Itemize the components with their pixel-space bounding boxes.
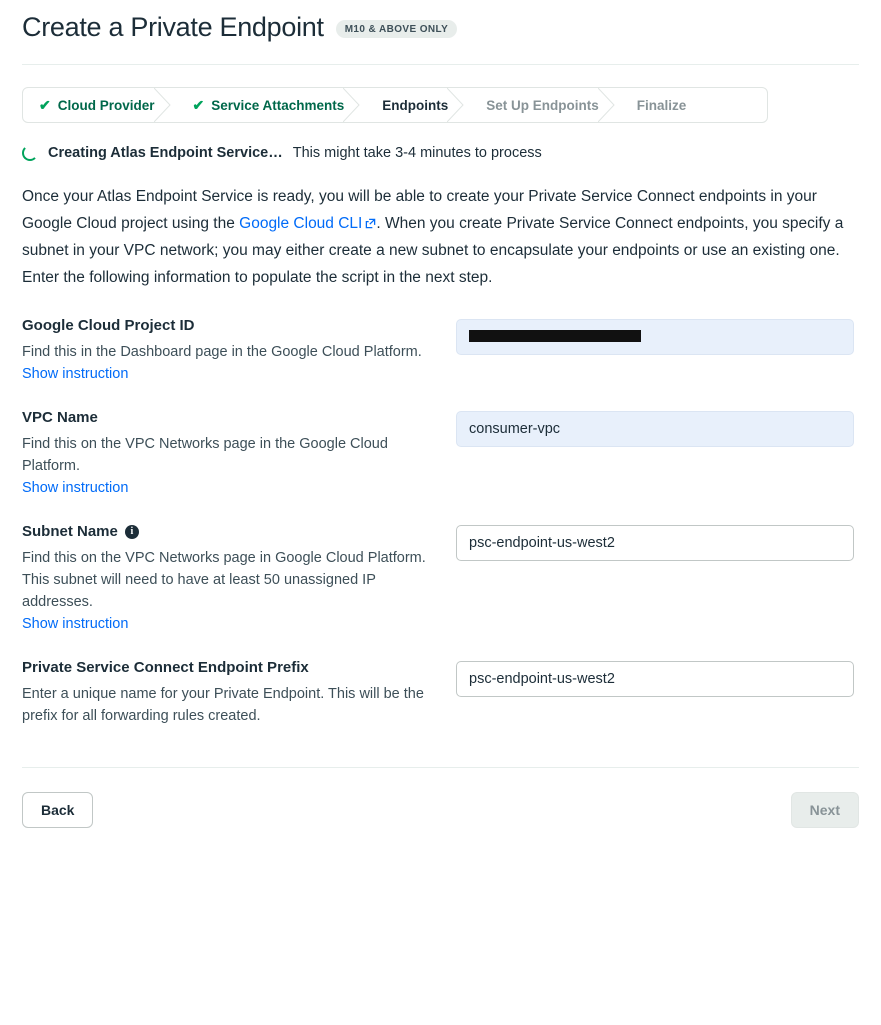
step-label: Set Up Endpoints: [486, 97, 599, 113]
subnet-name-input[interactable]: psc-endpoint-us-west2: [456, 525, 854, 561]
status-text: Creating Atlas Endpoint Service…: [48, 145, 283, 161]
step-service-attachments[interactable]: [171, 88, 361, 122]
google-cloud-cli-link[interactable]: Google Cloud CLI: [239, 215, 363, 232]
external-link-icon: [365, 211, 376, 222]
next-button[interactable]: Next: [791, 792, 859, 828]
chevron-right-icon: [447, 88, 465, 122]
footer-actions: [22, 792, 859, 828]
field-control: [456, 317, 859, 383]
step-label: Cloud Provider: [57, 97, 155, 113]
field-label-text: Subnet Name: [22, 523, 118, 540]
step-cloud-provider[interactable]: [23, 88, 171, 122]
step-label: Service Attachments: [211, 97, 345, 113]
chevron-right-icon: [154, 88, 172, 122]
field-subnet-name: [22, 523, 859, 633]
field-control: [456, 523, 859, 633]
header-divider: [22, 64, 859, 65]
status-note: This might take 3-4 minutes to process: [292, 145, 542, 161]
field-label: [22, 523, 436, 540]
chevron-right-icon: [343, 88, 361, 122]
step-endpoints[interactable]: [360, 88, 464, 122]
field-psc-endpoint-prefix: [22, 659, 859, 727]
check-icon: ✔: [39, 97, 51, 113]
vpc-name-input[interactable]: consumer-vpc: [456, 411, 854, 447]
psc-endpoint-prefix-input[interactable]: psc-endpoint-us-west2: [456, 661, 854, 697]
field-info: [22, 317, 456, 383]
show-instruction-link[interactable]: Show instruction: [22, 480, 129, 496]
step-set-up-endpoints[interactable]: [464, 88, 615, 122]
field-google-cloud-project-id: [22, 317, 859, 383]
page-title: Create a Private Endpoint: [22, 11, 324, 42]
step-finalize[interactable]: [615, 88, 703, 122]
field-description: Find this on the VPC Networks page in the Google Cloud Platform.: [22, 436, 388, 474]
page-header: [22, 0, 859, 48]
back-button[interactable]: Back: [22, 792, 93, 828]
intro-text-part2: . When you create Private Service Connect endpoints, you specify a subnet in your VPC network; you may either create a new subnet to encapsulate your endpoints or use an existing one. Enter the following information to populate the script in the next step.: [22, 215, 844, 286]
wizard-stepper: [22, 87, 768, 123]
field-info: [22, 523, 456, 633]
field-description: Find this in the Dashboard page in the Google Cloud Platform.: [22, 344, 422, 360]
field-label: Private Service Connect Endpoint Prefix: [22, 659, 309, 676]
check-icon: ✔: [192, 97, 205, 113]
field-vpc-name: [22, 409, 859, 497]
field-label: Google Cloud Project ID: [22, 317, 195, 334]
loading-spinner-icon: [22, 145, 38, 161]
status-row: [22, 145, 859, 161]
intro-text-part1: Once your Atlas Endpoint Service is ready, you will be able to create your Private Service Connect endpoints in your Google Cloud project using the: [22, 188, 817, 232]
field-description: Find this on the VPC Networks page in Google Cloud Platform. This subnet will need to have at least 50 unassigned IP addresses.: [22, 550, 426, 610]
field-info: [22, 409, 456, 497]
show-instruction-link[interactable]: Show instruction: [22, 616, 129, 632]
info-icon[interactable]: i: [125, 525, 139, 539]
intro-paragraph: [22, 183, 854, 291]
show-instruction-link[interactable]: Show instruction: [22, 366, 129, 382]
field-control: [456, 659, 859, 727]
tier-badge: M10 & ABOVE ONLY: [336, 20, 457, 38]
chevron-right-icon: [598, 88, 616, 122]
redacted-value: [469, 330, 641, 342]
google-cloud-project-id-input[interactable]: [456, 319, 854, 355]
field-label: VPC Name: [22, 409, 98, 426]
step-label: Finalize: [636, 97, 687, 113]
field-description: Enter a unique name for your Private Endpoint. This will be the prefix for all forwarding rules created.: [22, 686, 424, 724]
field-control: [456, 409, 859, 497]
footer-divider: [22, 767, 859, 768]
step-label: Endpoints: [382, 97, 449, 113]
field-info: [22, 659, 456, 727]
